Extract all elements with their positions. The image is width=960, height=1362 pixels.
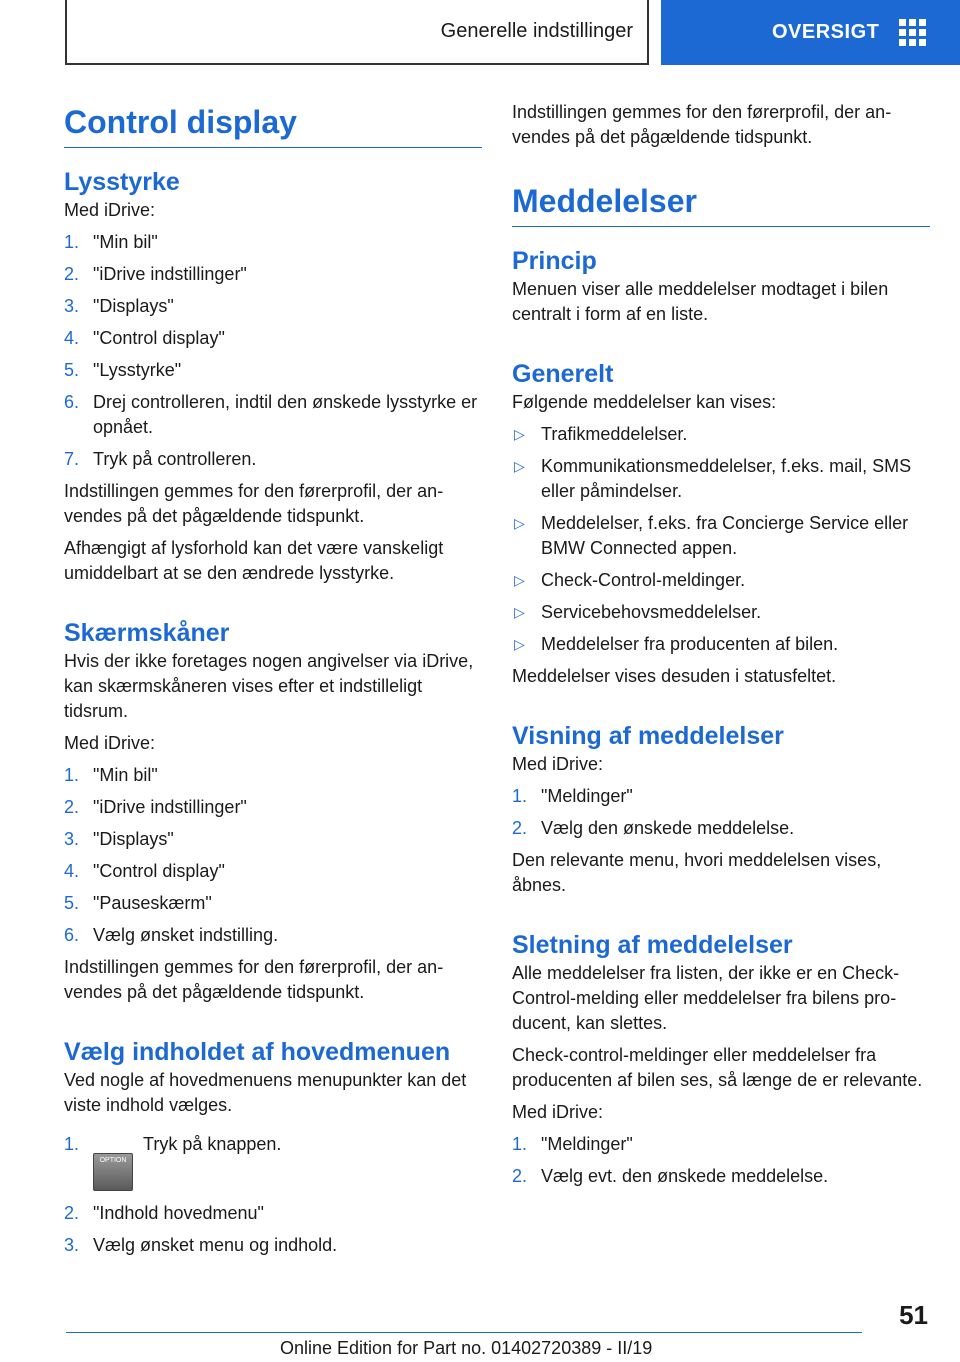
list-item: 2. "iDrive indstillinger" [64,797,247,817]
main-menu-steps [64,1132,482,1258]
list-item: 1. "Min bil" [64,765,158,785]
list-item: ▷ Meddelelser, f.eks. fra Concierge Service eller BMW Connected appen. [514,513,909,558]
list-item: 6. Vælg ønsket indstilling. [64,925,279,945]
list-item: 3. "Displays" [64,829,174,849]
triangle-bullet-icon: ▷ [514,572,525,588]
heading-brightness: Lysstyrke [64,168,180,196]
brightness-steps [64,230,482,472]
list-item: 2. "iDrive indstillinger" [64,264,247,284]
screensaver-steps [64,763,482,948]
list-item: 5. "Pauseskærm" [64,893,212,913]
continued-note: Indstillingen gemmes for den førerprofil, der anvendes på det pågældende tidspunkt. [512,102,892,147]
list-item: 3. Vælg ønsket menu og indhold. [64,1235,338,1255]
heading-general: Generelt [512,360,614,388]
grid-icon [899,19,926,46]
chapter-title-messages: Meddelelser [512,179,930,227]
list-item: ▷ Kommunikationsmeddelelser, f.eks. mail, SMS eller påmindelser. [514,456,912,501]
general-intro: Følgende meddelelser kan vises: [512,392,777,412]
heading-main-menu: Vælg indholdet af hovedmenuen [64,1038,451,1066]
page-number: 51 [899,1300,928,1330]
heading-principle: Princip [512,247,597,275]
brightness-note-profile: Indstillingen gemmes for den førerprofil, der anvendes på det pågældende tidspunkt. [64,481,444,526]
screensaver-intro: Hvis der ikke foretages nogen angivelser via iDrive, kan skærmskåneren vises efter et indstilleligt tidsrum. [64,651,474,721]
display-outro: Den relevante menu, hvori meddelelsen vises, åbnes. [512,850,882,895]
main-menu-intro: Ved nogle af hovedmenuens menupunkter kan det viste indhold vælges. [64,1070,467,1115]
list-item: 4. "Control display" [64,328,225,348]
list-item: 1. "Meldinger" [512,1134,633,1154]
delete-steps [512,1132,930,1189]
heading-screensaver: Skærmskåner [64,619,230,647]
triangle-bullet-icon: ▷ [514,636,525,652]
list-item: ▷ Servicebehovsmeddelelser. [512,600,930,625]
list-item: 3. "Displays" [64,296,174,316]
list-item: 2. Vælg den ønskede meddelelse. [512,818,795,838]
footer-edition: Online Edition for Part no. 01402720389 - II/19 [280,1338,653,1358]
footer-divider [66,1332,862,1333]
list-item: ▷ Trafikmeddelelser. [512,422,930,447]
list-item: 1. "Min bil" [64,232,158,252]
principle-text: Menuen viser alle meddelelser modtaget i bilen centralt i form af en liste. [512,279,889,324]
list-item: 6. Drej controlleren, indtil den ønskede lysstyrke er opnået. [64,392,478,437]
list-item: 7. Tryk på controlleren. [64,449,257,469]
triangle-bullet-icon: ▷ [514,426,525,442]
list-item: 5. "Lysstyrke" [64,360,182,380]
general-outro: Meddelelser vises desuden i statusfeltet. [512,666,837,686]
display-steps [512,784,930,841]
list-item: 2. Vælg evt. den ønskede meddelelse. [512,1166,829,1186]
list-item: ▷ Check-Control-meldinger. [512,568,930,593]
list-item: 2. "Indhold hovedmenu" [64,1203,264,1223]
right-column [512,100,930,1196]
heading-delete-messages: Sletning af meddelelser [512,931,793,959]
option-button-icon: OPTION [93,1153,133,1191]
header-section-tab [65,0,649,65]
triangle-bullet-icon: ▷ [514,604,525,620]
heading-display-messages: Visning af meddelelser [512,722,784,750]
triangle-bullet-icon: ▷ [514,515,525,531]
overview-label: OVERSIGT [772,21,880,43]
chapter-title-control-display: Control display [64,100,482,148]
list-item: ▷ Meddelelser fra producenten af bilen. [512,632,930,657]
delete-p1: Alle meddelelser fra listen, der ikke er en Check-Control-melding eller meddelelser fra bilens producent, kan slettes. [512,963,900,1033]
list-item: 1. OPTIONTryk på knappen. [64,1132,482,1191]
screensaver-note: Indstillingen gemmes for den førerprofil, der anvendes på det pågældende tidspunkt. [64,957,444,1002]
brightness-intro: Med iDrive: [64,200,156,220]
delete-p3: Med iDrive: [512,1102,604,1122]
screensaver-idrive: Med iDrive: [64,733,156,753]
display-intro: Med iDrive: [512,754,604,774]
delete-p2: Check-control-meldinger eller meddelelser fra producenten af bilen ses, så længe de er relevante. [512,1045,923,1090]
overview-button[interactable] [661,0,960,65]
left-column [64,100,482,1265]
header-section-title: Generelle indstillinger [440,20,633,42]
triangle-bullet-icon: ▷ [514,458,525,474]
message-types-list [512,422,930,657]
list-item: 1. "Meldinger" [512,786,633,806]
list-item: 4. "Control display" [64,861,225,881]
brightness-note-light: Afhængigt af lysforhold kan det være vanskeligt umiddelbart at se den ændrede lysstyrke. [64,538,444,583]
